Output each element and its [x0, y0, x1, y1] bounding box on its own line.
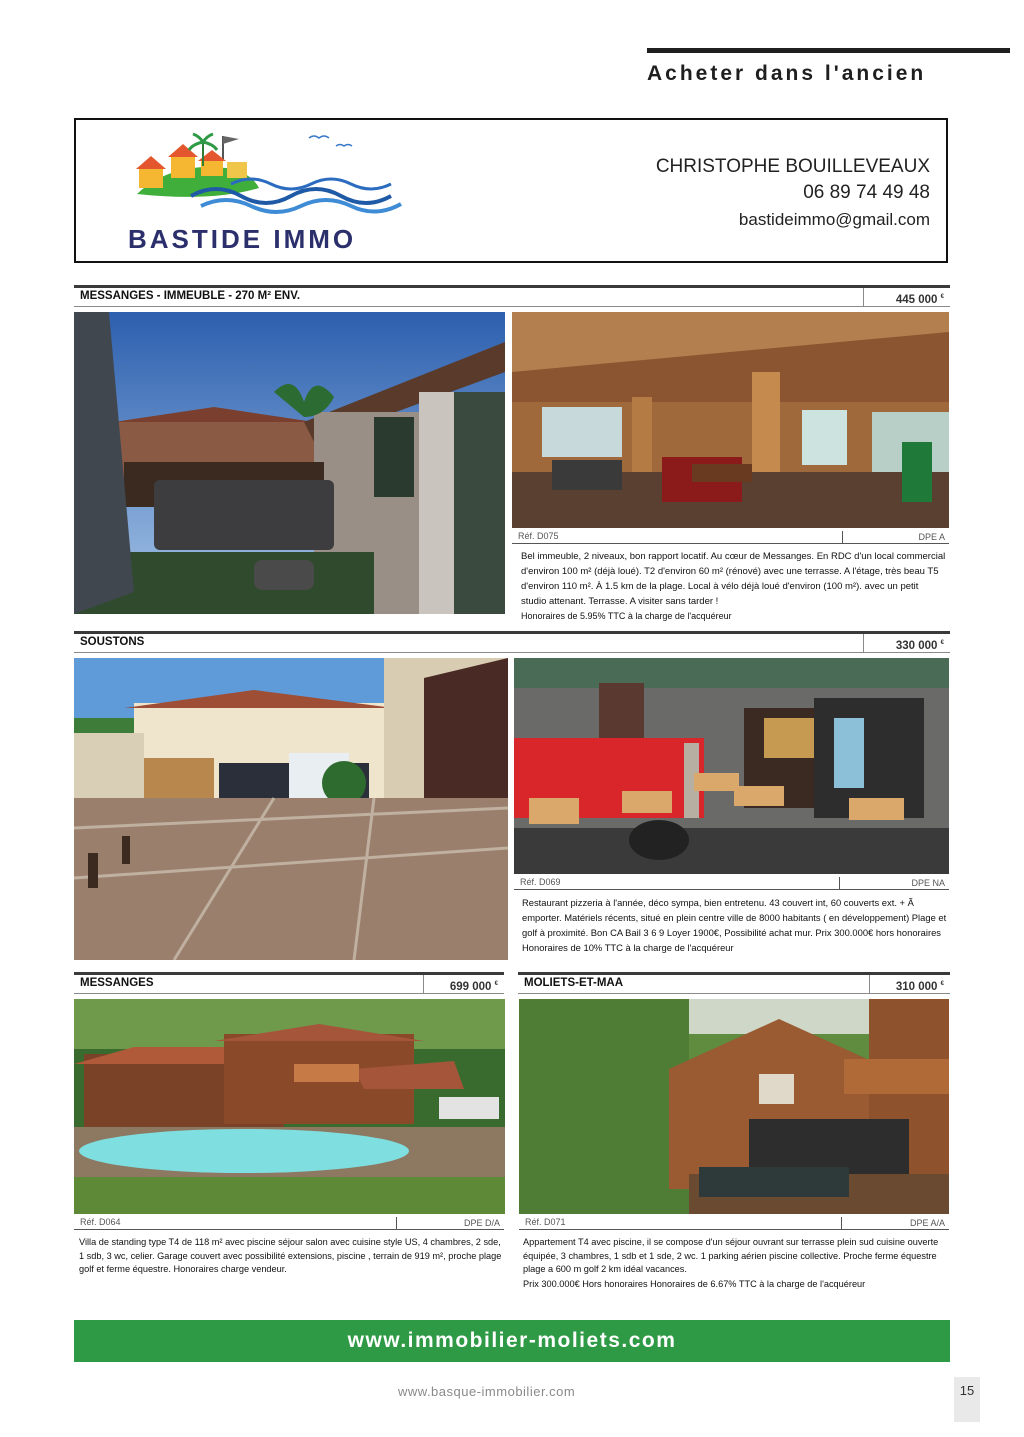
listing-header — [74, 285, 950, 307]
listing-photo-plaza — [74, 658, 508, 960]
listing-price: 699 000 € — [423, 975, 504, 993]
listing-description: Bel immeuble, 2 niveaux, bon rapport locatif. Au cœur de Messanges. En RDC d'un local commercial d'environ 100 m² (déjà loué). T2 d'environ 60 m² (rénové) avec une terrasse. A l'étage, très beau T5 d'environ 110 m². À 1.5 km de la plage. Local à vélo déjà loué d'environ (100 m²). avec un petit studio attenant. Terrasse. A visiter sans tarder ! — [521, 551, 946, 607]
listing-dpe: DPE D/A — [463, 1218, 500, 1228]
listing-ref-line — [74, 1217, 504, 1230]
listing-photo-interior — [512, 312, 949, 528]
listing-fees: Honoraires de 5.95% TTC à la charge de l'acquéreur — [521, 611, 732, 621]
listing-ref-line — [519, 1217, 949, 1230]
listing-title: MOLIETS-ET-MAA — [524, 977, 624, 989]
listing-photo-terrace — [74, 312, 505, 614]
listing-photo-restaurant — [514, 658, 949, 874]
listing-photo-wood-house — [519, 999, 949, 1214]
listing-ref: Réf. D069 — [520, 877, 561, 887]
agency-logo-text: BASTIDE IMMO — [128, 224, 357, 254]
listing-price: 445 000 € — [863, 288, 950, 306]
listing-ref-line — [512, 531, 949, 544]
header-rule — [647, 48, 1010, 53]
listing-ref: Réf. D075 — [518, 531, 559, 541]
listing-ref-line — [514, 877, 949, 890]
page-number: 15 — [954, 1377, 980, 1422]
website-banner[interactable]: www.immobilier-moliets.com — [74, 1320, 950, 1362]
listing-description: Appartement T4 avec piscine, il se compose d'un séjour ouvrant sur terrasse plein sud cuisine ouverte équipée, 3 chambres, 1 sdb et 1 sde, 2 wc. 1 parking aérien piscine collective. Proche ferme équestre plage a 600 m golf 2 km idéal vacances. — [523, 1237, 939, 1274]
listing-description: Restaurant pizzeria à l'année, déco sympa, bien entretenu. 43 couvert int, 60 couverts ext. + Ã emporter. Matériels récents, situé en plein centre ville de 8000 habitants ( en développement) Plage et golf à proximité. Bon CA Bail 3 6 9 Loyer 1900€, Possibilité achat mur. Prix 300.000€ hors honoraires Honoraires de 10% TTC à la charge de l'acquéreur — [522, 897, 947, 953]
agency-logo-graphic — [131, 126, 431, 221]
contact-phone[interactable]: 06 89 74 49 48 — [803, 182, 930, 203]
contact-name: CHRISTOPHE BOUILLEVEAUX — [655, 156, 930, 177]
listing-ref: Réf. D064 — [80, 1217, 121, 1227]
listing-photo-villa-pool — [74, 999, 505, 1214]
listing-header — [518, 972, 950, 994]
listing-dpe: DPE A/A — [909, 1218, 945, 1228]
listing-header — [74, 972, 504, 994]
listing-price: 330 000 € — [863, 634, 950, 652]
listing-price: 310 000 € — [869, 975, 950, 993]
contact-email[interactable]: bastideimmo@gmail.com — [738, 210, 930, 229]
listing-title: MESSANGES — [80, 977, 154, 989]
listing-description: Villa de standing type T4 de 118 m² avec piscine séjour salon avec cuisine style US, 4 chambres, 2 sde, 1 sdb, 3 wc, celier. Garage couvert avec possibilité extensions, piscine , terrain de 919 m², proche plage golf et ferme équestre. Honoraires charge vendeur. — [79, 1237, 502, 1274]
section-title: Acheter dans l'ancien — [647, 62, 927, 85]
listing-dpe: DPE A — [918, 532, 945, 542]
footer-site-url[interactable]: www.basque-immobilier.com — [398, 1384, 576, 1399]
listing-ref: Réf. D071 — [525, 1217, 566, 1227]
listing-header — [74, 631, 950, 653]
listing-fees: Prix 300.000€ Hors honoraires Honoraires de 6.67% TTC à la charge de l'acquéreur — [523, 1279, 866, 1289]
listing-title: SOUSTONS — [80, 636, 145, 648]
listing-title: MESSANGES - IMMEUBLE - 270 M² ENV. — [80, 290, 301, 302]
listing-dpe: DPE NA — [911, 878, 945, 888]
agency-card — [74, 118, 948, 263]
